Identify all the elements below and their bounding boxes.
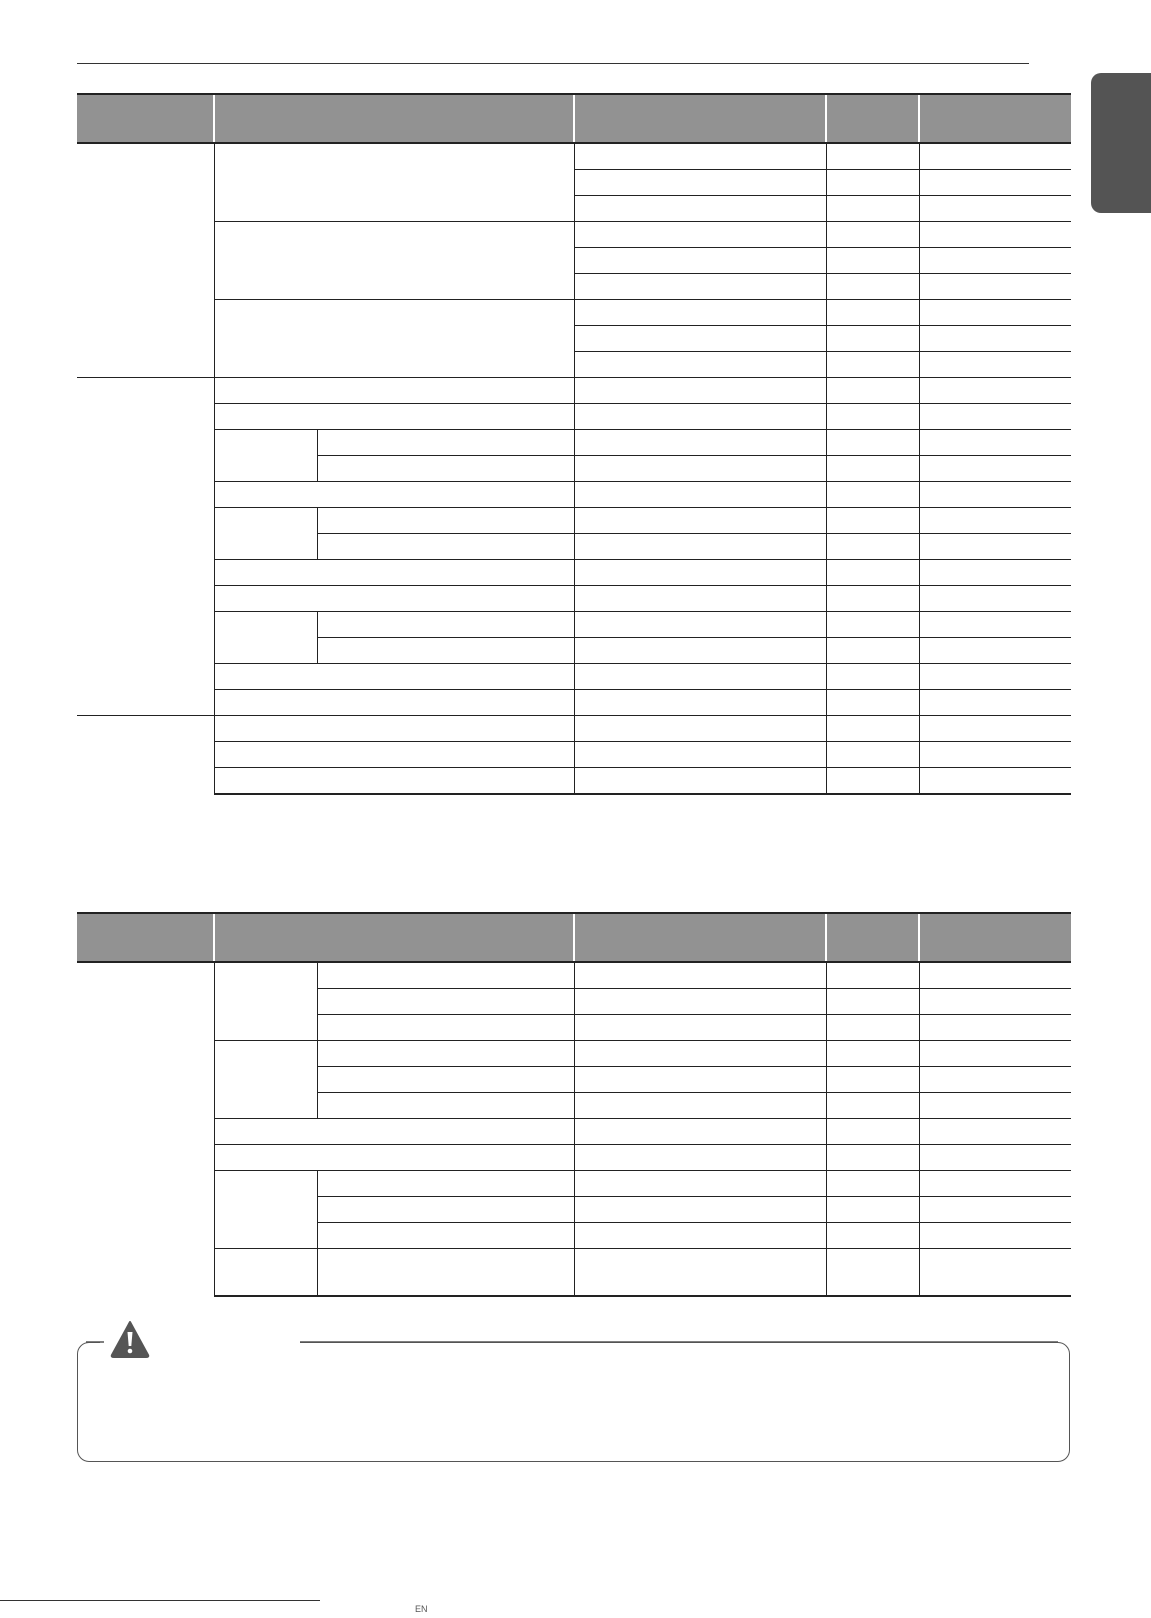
table-row xyxy=(77,222,1071,248)
value-cell xyxy=(574,1171,826,1197)
category-cell xyxy=(77,962,214,1296)
value-cell xyxy=(826,430,919,456)
value-cell xyxy=(574,456,826,482)
item-cell xyxy=(214,404,574,430)
value-cell xyxy=(826,222,919,248)
value-cell xyxy=(919,690,1071,716)
value-cell xyxy=(574,430,826,456)
value-cell xyxy=(919,1041,1071,1067)
item-cell xyxy=(214,742,574,768)
value-cell xyxy=(826,456,919,482)
value-cell xyxy=(826,1041,919,1067)
header-cell xyxy=(826,913,919,962)
subitem-cell xyxy=(317,1171,574,1197)
value-cell xyxy=(574,1249,826,1297)
value-cell xyxy=(574,586,826,612)
value-cell xyxy=(919,534,1071,560)
value-cell xyxy=(574,352,826,378)
item-cell xyxy=(214,690,574,716)
value-cell xyxy=(919,274,1071,300)
value-cell xyxy=(919,586,1071,612)
table-row xyxy=(77,482,1071,508)
table-row xyxy=(77,404,1071,430)
table-row xyxy=(77,508,1071,534)
value-cell xyxy=(826,612,919,638)
value-cell xyxy=(826,1093,919,1119)
value-cell xyxy=(919,1171,1071,1197)
table-row xyxy=(77,1145,1071,1171)
item-cell xyxy=(214,508,317,560)
value-cell xyxy=(919,300,1071,326)
table-row xyxy=(77,664,1071,690)
value-cell xyxy=(919,482,1071,508)
item-cell xyxy=(214,378,574,404)
value-cell xyxy=(574,404,826,430)
value-cell xyxy=(574,196,826,222)
item-cell xyxy=(214,1145,574,1171)
subitem-cell xyxy=(317,1197,574,1223)
value-cell xyxy=(826,1119,919,1145)
value-cell xyxy=(919,664,1071,690)
value-cell xyxy=(826,274,919,300)
subitem-cell xyxy=(317,1067,574,1093)
value-cell xyxy=(574,1067,826,1093)
value-cell xyxy=(826,664,919,690)
value-cell xyxy=(919,716,1071,742)
value-cell xyxy=(826,143,919,170)
value-cell xyxy=(574,1041,826,1067)
value-cell xyxy=(826,1249,919,1297)
header-cell xyxy=(574,94,826,143)
value-cell xyxy=(574,1015,826,1041)
value-cell xyxy=(574,143,826,170)
value-cell xyxy=(826,1197,919,1223)
value-cell xyxy=(919,1015,1071,1041)
table-row xyxy=(77,1119,1071,1145)
value-cell xyxy=(919,1093,1071,1119)
value-cell xyxy=(826,508,919,534)
value-cell xyxy=(574,378,826,404)
value-cell xyxy=(826,326,919,352)
table-header-row xyxy=(77,94,1071,143)
item-cell xyxy=(214,586,574,612)
value-cell xyxy=(826,768,919,795)
header-cell xyxy=(77,913,214,962)
value-cell xyxy=(826,1145,919,1171)
header-cell xyxy=(214,913,574,962)
value-cell xyxy=(919,612,1071,638)
subitem-cell xyxy=(317,508,574,534)
table-row xyxy=(77,742,1071,768)
subitem-cell xyxy=(317,1041,574,1067)
value-cell xyxy=(826,170,919,196)
value-cell xyxy=(919,326,1071,352)
table-row xyxy=(77,690,1071,716)
value-cell xyxy=(919,962,1071,989)
header-cell xyxy=(919,913,1071,962)
table-header-row xyxy=(77,913,1071,962)
table-row xyxy=(77,300,1071,326)
item-cell xyxy=(214,482,574,508)
header-cell xyxy=(214,94,574,143)
item-cell xyxy=(214,300,574,378)
item-cell xyxy=(214,1171,317,1249)
subitem-cell xyxy=(317,534,574,560)
value-cell xyxy=(574,560,826,586)
subitem-cell xyxy=(317,989,574,1015)
category-cell xyxy=(77,716,214,795)
value-cell xyxy=(826,638,919,664)
value-cell xyxy=(826,534,919,560)
subitem-cell xyxy=(317,638,574,664)
language-side-tab xyxy=(1091,73,1151,213)
table-row xyxy=(77,1041,1071,1067)
value-cell xyxy=(919,1223,1071,1249)
value-cell xyxy=(919,378,1071,404)
header-cell xyxy=(919,94,1071,143)
subitem-cell xyxy=(317,1015,574,1041)
item-cell xyxy=(214,664,574,690)
table-row xyxy=(77,430,1071,456)
table-row xyxy=(77,143,1071,170)
subitem-cell xyxy=(317,1249,574,1297)
subitem-cell xyxy=(317,1223,574,1249)
page-mark: EN xyxy=(415,1604,428,1614)
value-cell xyxy=(574,482,826,508)
value-cell xyxy=(574,1197,826,1223)
value-cell xyxy=(574,1119,826,1145)
value-cell xyxy=(919,170,1071,196)
value-cell xyxy=(574,989,826,1015)
table-row xyxy=(77,378,1071,404)
header-cell xyxy=(77,94,214,143)
item-cell xyxy=(214,612,317,664)
value-cell xyxy=(826,1015,919,1041)
category-cell xyxy=(77,378,214,716)
value-cell xyxy=(574,170,826,196)
value-cell xyxy=(574,326,826,352)
table-row xyxy=(77,716,1071,742)
value-cell xyxy=(574,962,826,989)
value-cell xyxy=(574,690,826,716)
header-cell xyxy=(574,913,826,962)
value-cell xyxy=(574,508,826,534)
value-cell xyxy=(574,300,826,326)
subitem-cell xyxy=(317,456,574,482)
value-cell xyxy=(574,768,826,795)
value-cell xyxy=(574,248,826,274)
item-cell xyxy=(214,430,317,482)
item-cell xyxy=(214,716,574,742)
value-cell xyxy=(826,586,919,612)
spec-table-2 xyxy=(77,912,1071,1297)
item-cell xyxy=(214,1041,317,1119)
value-cell xyxy=(826,1223,919,1249)
value-cell xyxy=(919,456,1071,482)
table-row xyxy=(77,1249,1071,1297)
value-cell xyxy=(826,690,919,716)
subitem-cell xyxy=(317,430,574,456)
value-cell xyxy=(574,222,826,248)
table-row xyxy=(77,962,1071,989)
value-cell xyxy=(919,742,1071,768)
value-cell xyxy=(919,560,1071,586)
value-cell xyxy=(919,1145,1071,1171)
value-cell xyxy=(919,989,1071,1015)
value-cell xyxy=(826,989,919,1015)
warning-triangle-icon xyxy=(110,1320,150,1358)
value-cell xyxy=(919,768,1071,795)
value-cell xyxy=(826,196,919,222)
value-cell xyxy=(919,1119,1071,1145)
spec-table-1 xyxy=(77,93,1071,795)
value-cell xyxy=(826,300,919,326)
value-cell xyxy=(826,1171,919,1197)
value-cell xyxy=(826,378,919,404)
value-cell xyxy=(919,404,1071,430)
value-cell xyxy=(826,404,919,430)
value-cell xyxy=(574,716,826,742)
value-cell xyxy=(919,248,1071,274)
value-cell xyxy=(919,430,1071,456)
value-cell xyxy=(919,1249,1071,1297)
value-cell xyxy=(919,1197,1071,1223)
subitem-cell xyxy=(317,612,574,638)
item-cell xyxy=(214,768,574,795)
value-cell xyxy=(919,196,1071,222)
value-cell xyxy=(574,534,826,560)
value-cell xyxy=(826,742,919,768)
subitem-cell xyxy=(317,962,574,989)
value-cell xyxy=(919,143,1071,170)
table-row xyxy=(77,1171,1071,1197)
value-cell xyxy=(574,1093,826,1119)
value-cell xyxy=(574,1223,826,1249)
table-row xyxy=(77,586,1071,612)
table-row xyxy=(77,560,1071,586)
value-cell xyxy=(919,222,1071,248)
value-cell xyxy=(919,508,1071,534)
top-rule xyxy=(77,63,1029,64)
value-cell xyxy=(826,560,919,586)
value-cell xyxy=(919,1067,1071,1093)
value-cell xyxy=(574,612,826,638)
item-cell xyxy=(214,962,317,1041)
table-row xyxy=(77,612,1071,638)
item-cell xyxy=(214,560,574,586)
footer-rule xyxy=(0,1600,320,1601)
item-cell xyxy=(214,222,574,300)
value-cell xyxy=(826,716,919,742)
value-cell xyxy=(826,248,919,274)
value-cell xyxy=(826,352,919,378)
header-cell xyxy=(826,94,919,143)
item-cell xyxy=(214,143,574,222)
value-cell xyxy=(574,664,826,690)
value-cell xyxy=(574,638,826,664)
value-cell xyxy=(574,1145,826,1171)
item-cell xyxy=(214,1249,317,1297)
caution-box xyxy=(77,1342,1070,1462)
value-cell xyxy=(919,352,1071,378)
value-cell xyxy=(826,962,919,989)
item-cell xyxy=(214,1119,574,1145)
value-cell xyxy=(826,1067,919,1093)
subitem-cell xyxy=(317,1093,574,1119)
value-cell xyxy=(919,638,1071,664)
value-cell xyxy=(574,742,826,768)
category-cell xyxy=(77,143,214,378)
value-cell xyxy=(574,274,826,300)
table-row xyxy=(77,768,1071,795)
value-cell xyxy=(826,482,919,508)
